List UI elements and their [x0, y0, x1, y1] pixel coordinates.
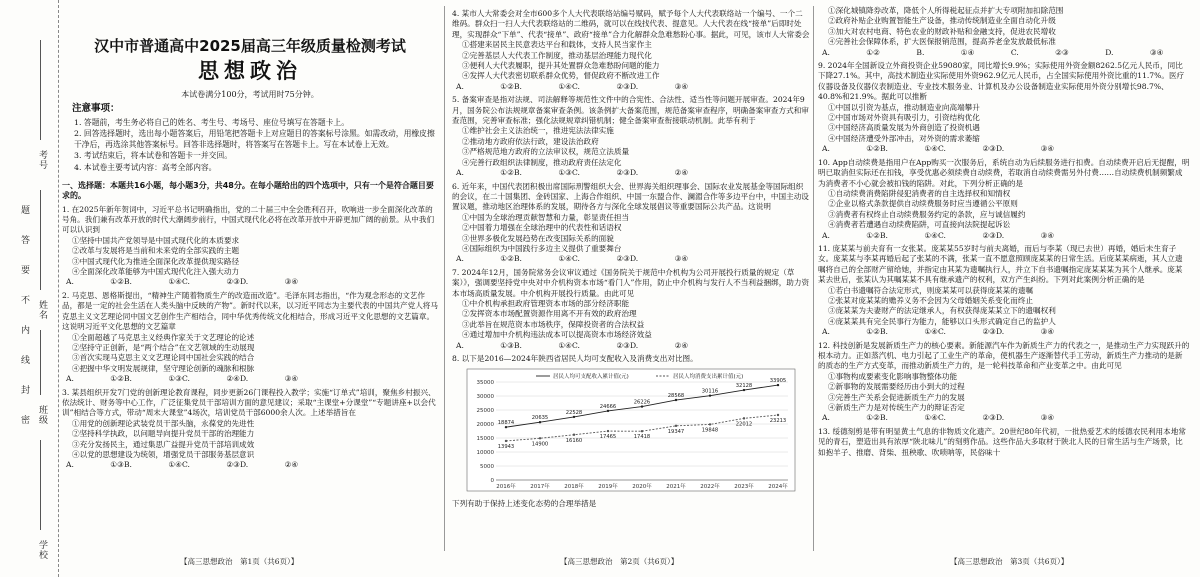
answer-choice: B. ①④ [879, 327, 938, 337]
answer-choice: D. ③④ [995, 327, 1055, 337]
legend-label: 居民人均可支配收入累计值(元) [553, 374, 629, 381]
option: ④把握中华文明发展规律，坚守理论创新的魂脉和根脉 [72, 363, 255, 373]
answer-choice: B. ①④ [916, 47, 975, 57]
seal-char: 线 [19, 355, 29, 365]
option: ③此举旨在规范资本市场秩序，保障投资者的合法权益 [462, 319, 645, 329]
data-label: 33905 [769, 378, 787, 385]
question-stem: 6. 近年来，中国代表团积极出席国际刑警组织大会、世界海关组织理事会、国际农业发展基金等国际组织的会议，在二十国集团、金砖国家、上海合作组织、中国一东盟合作、澜湄合作等多边平台中，中国主动设置议题，推动地区治理体系的发展，期待各方与深化全球发展倡议等重要国际公共产品。这说明 [452, 181, 809, 212]
answer-choice: A. ①② [822, 47, 880, 57]
answer-choice: B. ①④ [879, 230, 938, 240]
option: ②坚持科学执政，以问题导向提升党员干部的治理能力 [72, 429, 255, 439]
income-expense-chart [466, 368, 796, 492]
option: ①搭建来居民主民意表达平台和载体，支持人民当家作主 [462, 40, 652, 50]
option: ②推动地方政府依法行政，建设法治政府 [462, 136, 599, 146]
answer-choice: A. ①③ [456, 340, 514, 350]
answer-choice: A. ①② [456, 254, 514, 264]
question-stem: 7. 2024年12月，国务院常务会议审议通过《国务院关于规范中介机构为公司开展投行质量的规定（草案）》，强调要坚持党中央对中介机构资本市场“看门人”作用，防止中介机构与发行人不当利益捆绑，助力资本市场高质量发展。中介机构开展投行质量。由此可见 [452, 267, 810, 298]
answer-choice: B. ①④ [513, 340, 572, 350]
y-tick-label: 30000 [476, 394, 494, 401]
data-label: 23213 [769, 418, 787, 425]
page-footer: 【高三思想政治 第2页（共6页）】 [560, 557, 679, 566]
seal-char: 封 [19, 385, 29, 395]
question-stem: 13. 绥德刻剪是带有明显黄土气息的非物质文化遗产。20世纪80年代初，一批热爱艺术的绥德农民利用本地常见的青石，塑造出具有浓厚“陕北味儿”的刻剪作品。这些作品大多取材于陕北人民的日常生活与生产场景，比如抱羊子、推磨、背柴、扭秧歌、吹唢呐等，民俗味十 [818, 426, 1186, 457]
option: ③加大对农村电商、特色农业的财政补贴和金融支持，促进农民增收 [828, 26, 1056, 36]
option: ①深化城镇降券改革，降低个人所得税起征点并扩大专项附加扣除范围 [828, 6, 1064, 15]
answer-choice: B. ①④ [513, 254, 572, 264]
data-point [709, 395, 711, 397]
option: ②张某对庞某某的赡养义务不会因为父母婚姻关系变化而终止 [828, 295, 1034, 305]
option: ②中国着力增强在全球治理中的代表性和话语权 [462, 223, 622, 233]
page-footer: 【高三思想政治 第1页（共6页）】 [180, 557, 299, 566]
x-tick-label: 2019年 [598, 484, 618, 491]
option: ④国际组织为中国践行多边主义提供了重要舞台 [462, 243, 622, 253]
y-tick-label: 5000 [480, 464, 494, 471]
data-label: 13943 [497, 444, 515, 451]
option: ②新事物的发展需要经历由小到大的过程 [828, 382, 965, 392]
subject-title: 思想政治 [198, 59, 302, 83]
data-label: 32128 [735, 383, 753, 390]
option: ④发挥人大代表密切联系群众优势，督促政府不断改进工作 [462, 71, 660, 81]
legend-label: 居民人均消费支出累计值(元) [673, 374, 744, 381]
notice-item: 2. 回答选择题时，选出每小题答案后，用铅笔把答题卡上对应题目的答案标号涂黑。如需改动，用橡皮擦干净后，再选涂其他答案标号。回答非选择题时，将答案写在答题卡上。写在本试卷上无效。 [74, 129, 435, 150]
answer-choices [822, 144, 1190, 154]
answer-choices [66, 277, 438, 287]
option: ④以党的思想建设为统领，增强党员干部服务基层意识 [72, 449, 255, 459]
data-label: 16160 [565, 438, 583, 445]
option: ④中国经济遭受外部冲击，对外资的需求萎缩 [828, 133, 980, 143]
data-point [641, 430, 643, 432]
question-stem: 3. 某县组织开发7门党的创新理论教育课程，同步更新26门课程投入教学；实施“订单式”培训，聚焦乡村振兴、依法统计、财务等中心工作，广泛征集党员干部培训方面的意见建议；采取“主课堂+分课堂”“专题讲座+以会代训”相结合等方式，带动“周末大课堂”4场次，培训党员干部6000余人次。上述举措旨在 [62, 387, 436, 418]
page-2-column [452, 6, 810, 551]
answer-choices [456, 82, 810, 92]
notice-item: 4. 本试卷主要考试内容：高考全部内容。 [74, 162, 217, 172]
x-tick-label: 2018年 [564, 484, 584, 491]
answer-choice: B. ①④ [123, 460, 182, 470]
answer-choices [66, 374, 438, 384]
question-8-followup: 下列有助于保持上述变化态势的合理举措是 [452, 498, 597, 508]
option: ④庞某某具有完全民事行为能力，能够以口头形式确定自己的监护人 [828, 316, 1056, 326]
option: ③中国式现代化为推进全面深化改革提供现实路径 [72, 256, 240, 266]
option: ②发挥资本市场配置资源作用离不开有效的政府治理 [462, 309, 637, 319]
option: ③便利人大代表履职，提升其处置群众急难愁盼问题的能力 [462, 61, 660, 71]
data-point [573, 416, 575, 418]
data-point [505, 440, 507, 442]
answer-choice: B. ①③ [123, 374, 182, 384]
answer-choice: A. ①② [822, 144, 880, 154]
notice-item: 1. 答题前，考生务必将自己的姓名、考生号、考场号、座位号填写在答题卡上。 [74, 117, 350, 127]
answer-choice: C. ②③ [937, 327, 996, 337]
data-label: 17418 [633, 434, 651, 441]
option: ②坚持守正创新，是“两个结合”在文艺领域的生动展现 [72, 342, 255, 352]
x-tick-label: 2021年 [666, 484, 686, 491]
seal-char: 要 [19, 265, 29, 275]
data-point [675, 425, 677, 427]
data-point [641, 406, 643, 408]
option: ④通过增加中介机构违法成本可以提高资本市场经济效益 [462, 330, 652, 340]
answer-choice: D. ③④ [239, 277, 299, 287]
x-tick-label: 2024年 [768, 484, 788, 491]
option: ①坚持中国共产党领导是中国式现代化的本质要求 [72, 235, 240, 245]
answer-choice: A. ①② [822, 413, 880, 423]
question-stem: 9. 2024年全国新设立外商投资企业59080家，同比增长9.9%；实际使用外资金额8262.5亿元人民币，同比下降27.1%。其中，高技术制造业实际使用外资962.9亿元人民币，占全国实际使用外资比重的11.7%。医疗仪器设备及仪器仪表制造业、专业技术服务业、计算机及办公设备制造业实际使用外资分别增长98.7%、40.8%和21.9%。据此可以推断 [818, 61, 1185, 102]
answer-choice: B. ①③ [513, 168, 572, 178]
answer-choice: A. ①③ [66, 460, 124, 470]
question-stem: 11. 庞某某与前夫育有一女张某。庞某某55岁时与前夫离婚，而后与李某（现已去世）再婚，婚后未生育子女。庞某某与李某再婚后起了张某的不满，张某一直不愿意照顾庞某某的日常生活。后庞某某病逝，其人立遗嘱将自己的全部财产留给她，并指定由其某为遗嘱执行人，并立下自书遗嘱指定庞某某某为其个人继承。庞某某去世后，张某认为其嘱某某不具有继承遗产的权利，双方产生纠纷。下列对此案例分析正确的是 [818, 243, 1183, 285]
field-line [40, 190, 41, 290]
exam-meta: 本试卷满分100分，考试用时75分钟。 [181, 90, 319, 99]
page-1-column [62, 6, 438, 551]
data-label: 24666 [599, 404, 617, 411]
option: ③消费者有权终止自动续费服务约定的条款，应与诚信履约 [828, 209, 1026, 219]
answer-choice: C. ②③ [571, 340, 630, 350]
column-divider [444, 6, 445, 551]
x-tick-label: 2020年 [632, 484, 652, 491]
option: ③严格规范地方政府的立法审议权，规范立法质量 [462, 147, 630, 157]
x-tick-label: 2023年 [734, 484, 754, 491]
answer-choice: D. ③④ [995, 144, 1055, 154]
binding-strip [0, 0, 59, 577]
data-label: 19848 [701, 427, 719, 434]
option: ①中国为全球治理贡献智慧和力量，彰显责任担当 [462, 212, 630, 222]
option: ①事物构成要素变化影响事物整体功能 [828, 371, 958, 381]
option: ④消费者若遭遇自动续费陷阱，可直接向法院提起诉讼 [828, 220, 1011, 230]
answer-choice: B. ①④ [513, 81, 572, 91]
option: ②政府补贴企业购置智能生产设备，推动传统制造业全面自动化升级 [828, 16, 1056, 26]
y-tick-label: 20000 [476, 422, 494, 429]
option: ②改革与发展将是当前和未来党的全部实践的主题 [72, 246, 240, 256]
data-point [607, 410, 609, 412]
data-point [777, 384, 779, 386]
answer-choices [456, 341, 810, 351]
question-stem: 1. 在2025年新年贺词中，习近平总书记明确指出，党的二十届三中全会胜利召开，吹响进一步全面深化改革的号角。我们兼有改革开放的时代大潮阔步前行，中国式现代化必将在改革开放中开辟更加广阔的前景。从中我们可以认识到 [62, 204, 435, 235]
field-line [40, 330, 41, 395]
answer-choices [822, 48, 1190, 58]
y-tick-label: 0 [490, 478, 494, 485]
seal-char: 答 [19, 235, 29, 245]
section-heading: 一、选择题：本题共16小题，每小题3分，共48分。在每小题给出的四个选项中，只有一个是符合题目要求的。 [62, 180, 434, 201]
data-label: 22528 [565, 410, 583, 417]
answer-choice: C. ②③ [571, 81, 630, 91]
data-label: 14900 [531, 441, 549, 448]
answer-choice: C. ②③ [571, 168, 630, 178]
y-tick-label: 25000 [476, 408, 494, 415]
data-point [709, 424, 711, 426]
question-8-stem: 8. 以下是2016—2024年陕西省居民人均可支配收入及消费支出对比图。 [452, 354, 698, 363]
data-label: 17465 [599, 434, 617, 441]
option: ①维护社会主义法治统一，推进宪法法律实施 [462, 126, 614, 136]
option: ④完善行政组织法律制度，推动政府责任法定化 [462, 157, 622, 167]
notice-item: 3. 考试结束后，将本试卷和答题卡一并交回。 [74, 151, 233, 161]
x-tick-label: 2017年 [530, 484, 550, 491]
question-stem: 5. 备案审查是指对法规、司法解释等规范性文件中的合宪性、合法性、适当性等问题开展审查。2024年9月，国务院公布法规规章备案审查条例。该条例扩大备案范围，规范备案审查程序，明确备案审查方式和审查范围，完善审查标准；强化法规规章纠错机制；健全备案审查衔接联动机制。此举有利于 [452, 95, 809, 126]
answer-choice: A. ①② [456, 81, 514, 91]
data-point [743, 389, 745, 391]
answer-choice: A. ①② [66, 277, 124, 287]
option: ④新质生产力是对传统生产力的辩证否定 [828, 403, 965, 413]
field-exam-number: 考号 [37, 150, 47, 170]
seal-char: 密 [19, 415, 29, 425]
exam-title: 汉中市普通高中2025届高三年级质量检测考试 [94, 37, 406, 55]
question-list [62, 205, 438, 471]
seal-char: 不 [19, 295, 29, 305]
answer-choice: D. ②④ [239, 460, 299, 470]
data-label: 26226 [633, 399, 651, 406]
question-stem: 2. 马克思、恩格斯提出，“精神生产随着物质生产的改造而改造”。毛泽东同志指出，“作为观念形态的文艺作品，都是一定的社会生活在人类头脑中反映的产物”。新时代以来，以习近平同志为主要代表的中国共产党人将马克思主义文艺理论同中国文艺创作生产相结合，同中华优秀传统文化相结合，形成习近平文化思想的文艺篇章。这说明习近平文化思想的文艺篇章 [62, 290, 438, 332]
question-stem: 4. 某市人大常委会对全市600多个人大代表联络站编号赋码，赋予每个人大代表联络站一个编号、一个二维码。群众扫一扫人大代表联络站的二维码，就可以在线找代表、提意见。人大代表在线“接单”后即时处理，实现群众“下单”、代表“接单”、政府“接单”合力化解群众急难愁盼心事。据此，可见，该市人大常委会 [452, 9, 810, 39]
option: ③世界多极化发展趋势在改变国际关系的面貌 [462, 233, 614, 243]
field-name: 姓名 [37, 300, 47, 320]
answer-choice: D. ③④ [1105, 47, 1164, 57]
answer-choice: D. ③④ [629, 81, 689, 91]
notice-heading: 注意事项： [72, 103, 120, 115]
data-label: 19347 [667, 429, 685, 436]
notice-list [62, 117, 438, 173]
answer-choice: D. ③④ [629, 254, 689, 264]
option: ③完善生产关系会促进新质生产力的发展 [828, 392, 965, 402]
answer-choices [66, 460, 438, 470]
answer-choice: C. ②③ [937, 230, 996, 240]
page-footer: 【高三思想政治 第3页（共6页）】 [950, 557, 1069, 566]
option: ②中国市场对外资具有吸引力，引资结构优化 [828, 113, 980, 123]
x-tick-label: 2022年 [700, 484, 720, 491]
answer-choices [822, 413, 1190, 423]
data-point [675, 399, 677, 401]
answer-choice: A. ①② [822, 327, 880, 337]
option: ①自动续费消费陷阱侵犯消费者的自主选择权和知情权 [828, 188, 1011, 198]
field-line [40, 40, 41, 140]
field-school: 学校 [37, 540, 47, 560]
answer-choice: C. ②③ [937, 144, 996, 154]
answer-choice: B. ①④ [123, 277, 182, 287]
answer-choice: A. ①② [456, 168, 514, 178]
option: ②企业以格式条款提供自动续费服务时应当遵循公平原则 [828, 199, 1018, 209]
answer-choice: C. ②③ [571, 254, 630, 264]
column-divider [813, 6, 814, 551]
data-label: 20635 [531, 415, 549, 422]
answer-choice: C. ②③ [1010, 47, 1069, 57]
answer-choices [822, 327, 1190, 337]
data-label: 30116 [701, 389, 719, 396]
option: ③中国经济高质量发展为外商创造了投资机遇 [828, 123, 980, 133]
question-stem: 12. 科技创新是发展新质生产力的核心要素。新能源汽车作为新质生产力的代表之一，是推动生产力实现跃升的根本动力。正如蒸汽机、电力引起了工业生产的革命，使机器生产逐渐替代手工劳动，新质生产力推动的是新的质态的生产方式变革，而推动新质生产力的，是一轮科技革命和产业变革之中。由此可见 [818, 340, 1190, 371]
data-point [607, 430, 609, 432]
option: ③庞某某为夫妻财产的法定继承人，有权获得庞某某立下的遗嘱权利 [828, 306, 1056, 316]
question-stem: 10. App自动续费是指用户在App购买一次服务后，系统自动为后续服务进行扣费。自动续费开启后无提醒，明明已取消但实际还在扣钱，享受优惠必须续费自动续费，若取消自动续费需另外付费……自动续费机制频繁成为消费者不小心就会被扣钱的陷阱。对此，下列分析正确的是 [818, 157, 1190, 188]
option: ④全面深化改革能够为中国式现代化注入强大动力 [72, 267, 240, 277]
seal-char: 题 [19, 205, 29, 215]
data-point [743, 418, 745, 420]
answer-choice: D. ③④ [995, 230, 1055, 240]
answer-choice: C. ②④ [181, 374, 240, 384]
answer-choice: D. ②④ [629, 340, 689, 350]
answer-choices [822, 231, 1190, 241]
data-point [573, 434, 575, 436]
data-point [505, 426, 507, 428]
option: ④完善社会保障体系，扩大医保报销范围，提高养老金发放最低标准 [828, 37, 1056, 47]
answer-choice: C. ②③ [937, 413, 996, 423]
y-tick-label: 10000 [476, 450, 494, 457]
x-tick-label: 2016年 [496, 484, 516, 491]
option: ①全面超越了马克思主义经典作家关于文艺理论的论述 [72, 332, 255, 342]
data-point [777, 414, 779, 416]
question-list [452, 9, 810, 351]
option: ②完善基层人大代表工作制度，推动基层治理能力现代化 [462, 50, 652, 60]
answer-choice: A. ①② [66, 374, 124, 384]
data-point [539, 421, 541, 423]
data-label: 22012 [735, 421, 753, 428]
field-line [40, 440, 41, 530]
answer-choice: A. ①② [822, 230, 880, 240]
field-class: 班级 [37, 405, 47, 425]
answer-choice: D. ③④ [995, 413, 1055, 423]
answer-choice: B. ①④ [879, 413, 938, 423]
question-list [818, 61, 1190, 458]
option: ①若白书遗嘱符合法定形式，则庞某某可以获得庞某某的遗嘱 [828, 285, 1034, 295]
answer-choice: C. ②③ [181, 277, 240, 287]
option: ①中国以引资为基点，推动制造业向高端攀升 [828, 102, 980, 112]
y-tick-label: 15000 [476, 436, 494, 443]
answer-choices [456, 254, 810, 264]
page-3-column [818, 6, 1190, 551]
option: ③充分发扬民主，通过集思广益提升党员干部培训成效 [72, 439, 255, 449]
answer-choices [456, 168, 810, 178]
option: ①中介机构承担政府管理资本市场的部分经济职能 [462, 298, 630, 308]
option: ①用党的创新理论武装党员干部头脑，永葆党的先进性 [72, 418, 255, 428]
data-label: 18874 [497, 420, 515, 427]
option: ③首次实现马克思主义文艺理论同中国社会实践的结合 [72, 353, 255, 363]
data-label: 28568 [667, 393, 685, 400]
answer-choice: D. ②④ [629, 168, 689, 178]
answer-choice: D. ③④ [239, 374, 299, 384]
data-point [539, 437, 541, 439]
seal-char: 内 [19, 325, 29, 335]
answer-choice: B. ①④ [879, 144, 938, 154]
y-tick-label: 35000 [476, 380, 494, 387]
answer-choice: C. ②③ [181, 460, 240, 470]
